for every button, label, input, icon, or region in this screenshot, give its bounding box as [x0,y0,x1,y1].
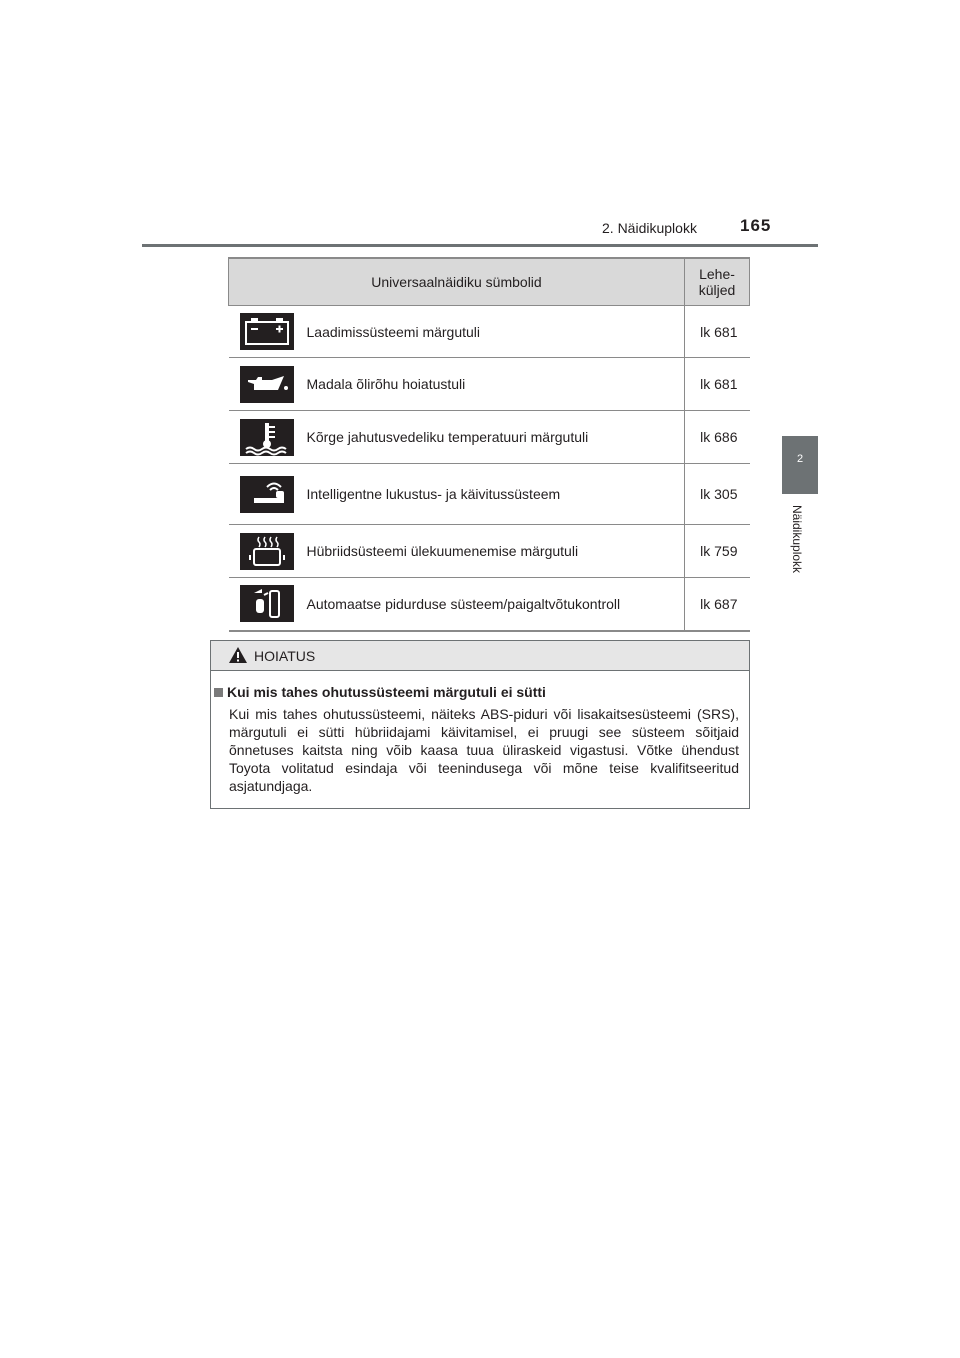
symbols-table [228,257,750,632]
page-number: 165 [740,216,772,235]
row-text: Hübriidsüsteemi ülekuumenemise märgutuli [305,525,685,578]
chapter-tab-number: 2 [796,453,804,465]
table-row [229,306,750,358]
table-row [229,464,750,525]
row-page-link[interactable]: lk 686 [685,411,750,464]
warning-title: HOIATUS [254,648,316,664]
row-page-link[interactable]: lk 681 [685,306,750,358]
table-row [229,578,750,631]
chapter-tab-label: Näidikuplokk [790,505,804,574]
row-text: Madala õlirõhu hoiatustuli [305,358,685,411]
table-row [229,411,750,464]
row-text: Kõrge jahutusvedeliku temperatuuri märgutuli [305,411,685,464]
warning-text: Kui mis tahes ohutussüsteemi, näiteks ABS-piduri või lisakaitsesüsteemi (SRS), märgutuli ei sütti hübriidajami käivitamisel, ei pruugi see süsteem sõitjaid õnnetuses kaitsta ning võib kaasa tuua üliraskeid vigastusi. Võtke ühendust Toyota volitatud esindaja või teenindusega või mõne teise kvalifitseeritud asjatundjaga. [229,706,739,794]
brake-override-icon [240,585,294,622]
row-text: Intelligentne lukustus- ja käivitussüsteem [305,464,685,525]
table-row [229,358,750,411]
coolant-temp-icon [240,419,294,456]
table-header-pages: Lehe- küljed [685,258,750,306]
warning-box [210,640,750,809]
chapter-tab[interactable] [782,436,818,494]
warning-header [211,641,749,671]
row-page-link[interactable]: lk 681 [685,358,750,411]
header-divider [142,244,818,247]
hybrid-overheat-icon [240,533,294,570]
row-page-link[interactable]: lk 687 [685,578,750,631]
bullet-square-icon [214,688,223,697]
row-text: Laadimissüsteemi märgutuli [305,306,685,358]
row-page-link[interactable]: lk 305 [685,464,750,525]
smart-key-icon [240,476,294,513]
battery-icon [240,313,294,350]
warning-subtitle: Kui mis tahes ohutussüsteemi märgutuli ei sütti [214,684,546,700]
section-title: 2. Näidikuplokk [602,220,697,236]
row-text: Automaatse pidurduse süsteem/paigaltvõtukontroll [305,578,685,631]
warning-triangle-icon [228,646,248,664]
oil-can-icon [240,366,294,403]
table-header-symbols: Universaalnäidiku sümbolid [229,258,685,306]
table-row [229,525,750,578]
row-page-link[interactable]: lk 759 [685,525,750,578]
